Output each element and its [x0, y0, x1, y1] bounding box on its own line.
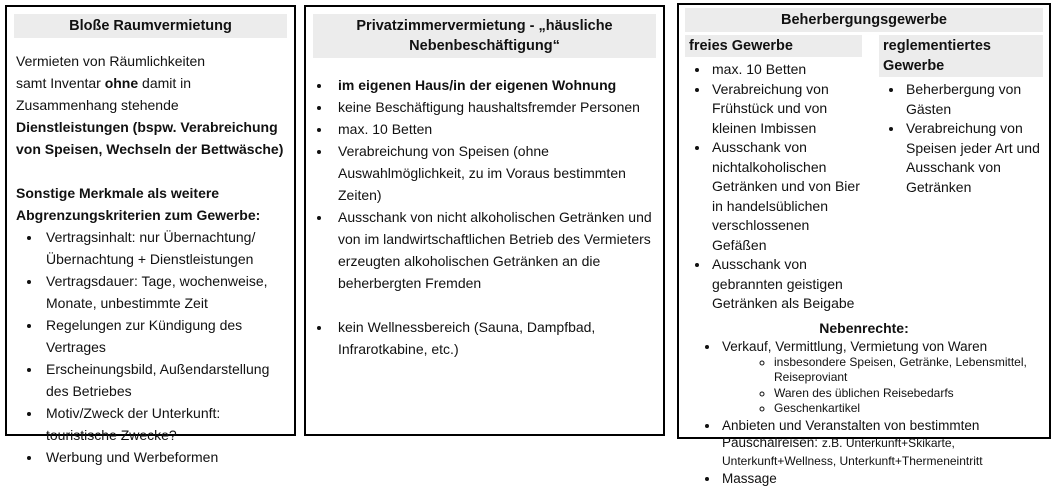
box1-intro-line1: Vermieten von Räumlichkeiten	[16, 53, 206, 69]
list-item	[720, 417, 1041, 470]
box1-subheading: Sonstige Merkmale als weitere Abgrenzungskriterien zum Gewerbe:	[16, 185, 261, 223]
list-item: • Vertragsinhalt: nur Übernachtung/​Übernachtung + Dienstleistungen	[42, 226, 285, 270]
column-freies-gewerbe	[685, 35, 862, 314]
list-item: ◦ insbesondere Speisen, Getränke, Lebensmittel, Reiseproviant	[774, 355, 1041, 386]
list-item: ◦ Geschenkartikel	[774, 401, 1041, 417]
list-item: • im eigenen Haus/in der eigenen Wohnung	[332, 74, 653, 96]
box2-body	[306, 74, 663, 360]
list-item: • Verabreichung von Speisen jeder Art und Ausschank von Getränken	[904, 119, 1043, 197]
box2-title: Privatzimmervermietung - „häusliche Nebenbeschäftigung“	[313, 14, 656, 58]
box1-title: Bloße Raumvermietung	[14, 14, 287, 38]
box1-intro-seg2-bold: ohne	[104, 75, 139, 91]
reglementiertes-gewerbe-title: reglementiertes Gewerbe	[879, 35, 1043, 77]
list-item	[720, 338, 1041, 417]
list-item: • Werbung und Werbeformen	[42, 446, 285, 468]
list-item: • max. 10 Betten	[710, 60, 862, 80]
box1-intro-seg4-bold: Dienstleistungen (bspw. Verabreichung von Speisen, Wechseln der Bettwäsche)	[16, 119, 284, 157]
freies-gewerbe-title: freies Gewerbe	[685, 35, 862, 57]
nebenrechte-bullet1-text: Verkauf, Vermittlung, Vermietung von Waren	[722, 338, 988, 354]
reglementiertes-gewerbe-bullet-list	[879, 80, 1043, 197]
box-privatzimmervermietung	[304, 5, 665, 436]
box1-intro	[16, 50, 285, 160]
list-item: • Vertragsdauer: Tage, wochenweise, Monate, unbestimmte Zeit	[42, 270, 285, 314]
list-item: • Ausschank von nicht alkoholischen Getränken und von im landwirtschaftlichen Betrieb des Vermieters erzeugten alkoholischen Getränken an die beherbergten Fremden	[332, 206, 653, 294]
box1-intro-seg3: damit in Zusammenhang stehende	[16, 75, 192, 113]
nebenrechte-title: Nebenrechte:	[819, 319, 909, 336]
list-item: • max. 10 Betten	[332, 118, 653, 140]
box-blosse-raumvermietung	[5, 5, 296, 465]
box3-title: Beherbergungsgewerbe	[685, 8, 1043, 32]
box1-body	[7, 50, 294, 468]
box1-bullet-list	[16, 226, 285, 468]
list-item: • Ausschank von nichtalkoholischen Getränken und von Bier in handelsüblichen verschlossenen Gefäßen	[710, 138, 862, 255]
nebenrechte-section	[687, 320, 1041, 487]
list-item: • keine Beschäftigung haushaltsfremder Personen	[332, 96, 653, 118]
list-item: ◦ Waren des üblichen Reisebedarfs	[774, 386, 1041, 402]
box1-intro-seg1: samt Inventar	[16, 75, 105, 91]
column-reglementiertes-gewerbe	[879, 35, 1043, 314]
list-item: • Verabreichung von Speisen (ohne Auswahlmöglichkeit, zu im Voraus bestimmten Zeiten)	[332, 140, 653, 206]
list-item: • Motiv/Zweck der Unterkunft: touristische Zwecke?	[42, 402, 285, 446]
nebenrechte-sub-bullet-list	[722, 355, 1041, 417]
nebenrechte-bullet-list	[687, 338, 1041, 487]
list-item: • Verabreichung von Frühstück und von kleinen Imbissen	[710, 80, 862, 139]
list-item: • Regelungen zur Kündigung des Vertrages	[42, 314, 285, 358]
freies-gewerbe-bullet-list	[685, 60, 862, 314]
box3-subcolumns	[685, 35, 1043, 314]
list-item: • kein Wellnessbereich (Sauna, Dampfbad, Infrarotkabine, etc.)	[332, 316, 653, 360]
list-item: • Erscheinungsbild, Außendarstellung des Betriebes	[42, 358, 285, 402]
list-item: • Beherbergung von Gästen	[904, 80, 1043, 119]
box2-bullet-list	[316, 74, 653, 360]
nebenrechte-bullet2-detail: z.B. Unterkunft+Skikarte, Unterkunft+Wellness, Unterkunft+Thermeneintritt	[722, 435, 983, 468]
list-item: • Massage	[720, 470, 1041, 487]
box-beherbergungsgewerbe	[677, 3, 1051, 486]
list-item: • Ausschank von gebrannten geistigen Getränken als Beigabe	[710, 255, 862, 314]
nebenrechte-bullet2-main: Anbieten und Veranstalten von bestimmten Pauschalreisen:	[722, 417, 980, 450]
